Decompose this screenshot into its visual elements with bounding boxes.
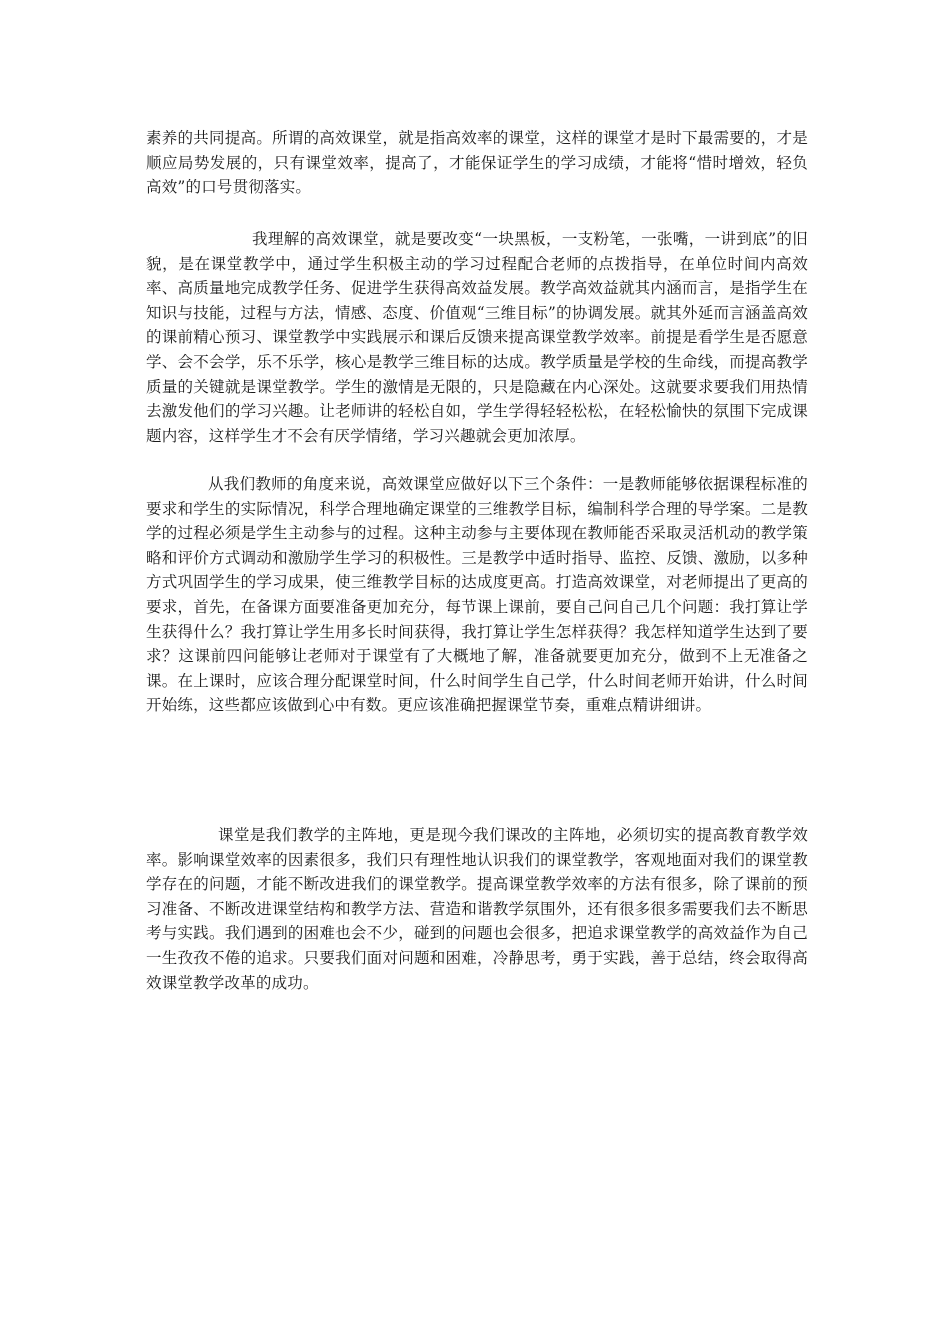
paragraph-4: 课堂是我们教学的主阵地，更是现今我们课改的主阵地，必须切实的提高教育教学效率。影响课堂效率的因素很多，我们只有理性地认识我们的课堂教学，客观地面对我们的课堂教学存在的问题，才能不断改进我们的课堂教学。提高课堂教学效率的方法有很多，除了课前的预习准备、不断改进课堂结构和教学方法、营造和谐教学氛围外，还有很多很多需要我们去不断思考与实践。我们遇到的困难也会不少，碰到的问题也会很多，把追求课堂教学的高效益作为自己一生孜孜不倦的追求。只要我们面对问题和困难，冷静思考，勇于实践，善于总结，终会取得高效课堂教学改革的成功。 [146,826,808,992]
paragraph-1: 素养的共同提高。所谓的高效课堂，就是指高效率的课堂，这样的课堂才是时下最需要的，才是顺应局势发展的，只有课堂效率，提高了，才能保证学生的学习成绩，才能将“惜时增效，轻负高效”的口号贯彻落实。 [146,129,808,197]
paragraph-2: 我理解的高效课堂，就是要改变“一块黑板，一支粉笔，一张嘴，一讲到底”的旧貌，是在课堂教学中，通过学生积极主动的学习过程配合老师的点拨指导，在单位时间内高效率、高质量地完成教学任务、促进学生获得高效益发展。教学高效益就其内涵而言，是指学生在知识与技能，过程与方法，情感、态度、价值观“三维目标”的协调发展。就其外延而言涵盖高效的课前精心预习、课堂教学中实践展示和课后反馈来提高课堂教学效率。前提是看学生是否愿意学、会不会学，乐不乐学，核心是教学三维目标的达成。教学质量是学校的生命线，而提高教学质量的关键就是课堂教学。学生的激情是无限的，只是隐藏在内心深处。这就要求要我们用热情去激发他们的学习兴趣。让老师讲的轻松自如，学生学得轻轻松松，在轻松愉快的氛围下完成课题内容，这样学生才不会有厌学情绪，学习兴趣就会更加浓厚。 [146,230,808,445]
paragraph-3: 从我们教师的角度来说，高效课堂应做好以下三个条件：一是教师能够依据课程标准的要求和学生的实际情况，科学合理地确定课堂的三维教学目标，编制科学合理的导学案。二是教学的过程必须是学生主动参与的过程。这种主动参与主要体现在教师能否采取灵活机动的教学策略和评价方式调动和激励学生学习的积极性。三是教学中适时指导、监控、反馈、激励，以多种方式巩固学生的学习成果，使三维教学目标的达成度更高。打造高效课堂，对老师提出了更高的要求，首先，在备课方面要准备更加充分，每节课上课前，要自己问自己几个问题：我打算让学生获得什么？我打算让学生用多长时间获得，我打算让学生怎样获得？我怎样知道学生达到了要求？这课前四问能够让老师对于课堂有了大概地了解，准备就要更加充分，做到不上无准备之课。在上课时，应该合理分配课堂时间，什么时间学生自己学，什么时间老师开始讲，什么时间开始练，这些都应该做到心中有数。更应该准确把握课堂节奏，重难点精讲细讲。 [146,475,808,715]
